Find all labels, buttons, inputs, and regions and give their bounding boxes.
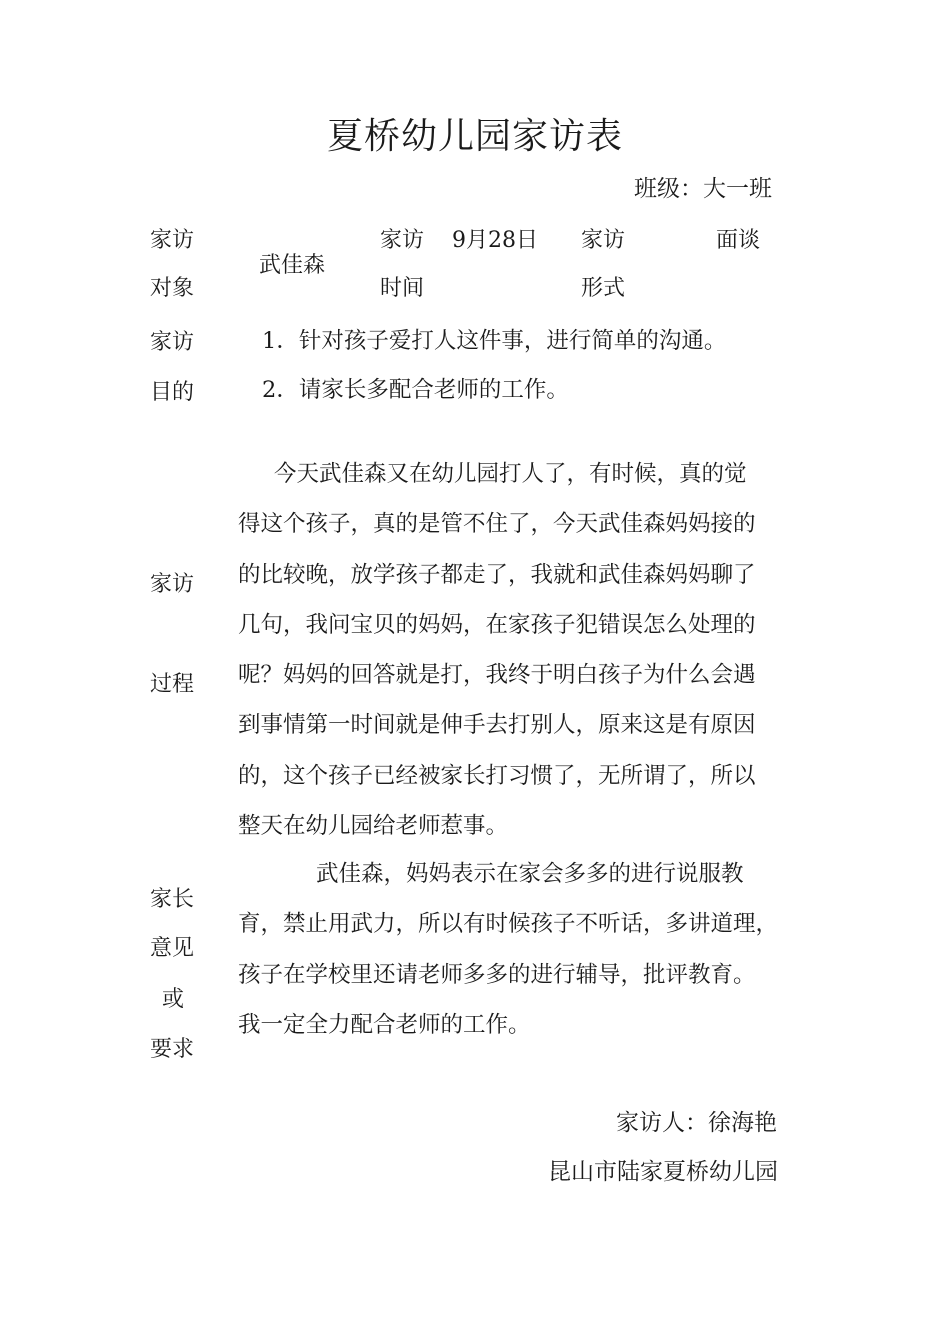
process-text [238, 449, 828, 851]
visitor: 家访人：徐海艳 [616, 1110, 777, 1136]
visit-form-label-line1: 家访 [581, 228, 626, 253]
visit-target-label-line1: 家访 [150, 228, 195, 253]
process-line: 呢？妈妈的回答就是打，我终于明白孩子为什么会遇 [238, 662, 756, 689]
visit-time-label-line1: 家访 [380, 228, 425, 253]
opinion-text [238, 849, 828, 1050]
visit-form-value: 面谈 [716, 228, 761, 253]
opinion-label-line1: 家长 [150, 887, 195, 912]
opinion-line: 孩子在学校里还请老师多多的进行辅导，批评教育。 [238, 961, 756, 988]
opinion-label-line4: 要求 [150, 1037, 195, 1062]
process-line: 今天武佳森又在幼儿园打人了，有时候，真的觉 [274, 461, 747, 487]
opinion-label-line3: 或 [162, 987, 185, 1012]
process-line: 得这个孩子，真的是管不住了，今天武佳森妈妈接的 [238, 511, 756, 538]
process-line: 的，这个孩子已经被家长打习惯了，无所谓了，所以 [238, 762, 756, 789]
process-line: 到事情第一时间就是伸手去打别人，原来这是有原因 [238, 712, 756, 739]
opinion-line: 我一定全力配合老师的工作。 [238, 1011, 531, 1038]
class-info: 班级：大一班 [634, 176, 772, 202]
purpose-item-2: 2．请家长多配合老师的工作。 [262, 377, 569, 403]
visit-target-label-line2: 对象 [150, 276, 195, 301]
visit-time-value: 9月28日 [452, 228, 538, 253]
page-title: 夏桥幼儿园家访表 [326, 116, 623, 157]
opinion-line: 育，禁止用武力，所以有时候孩子不听话，多讲道理， [238, 911, 779, 938]
visit-target-name: 武佳森 [259, 253, 326, 278]
purpose-label-line1: 家访 [150, 330, 195, 355]
purpose-label-line2: 目的 [150, 380, 195, 405]
process-label-line1: 家访 [150, 572, 195, 597]
purpose-item-1: 1．针对孩子爱打人这件事，进行简单的沟通。 [262, 328, 727, 354]
process-line: 整天在幼儿园给老师惹事。 [238, 813, 509, 840]
visit-time-label-line2: 时间 [380, 276, 425, 301]
process-line: 的比较晚，放学孩子都走了，我就和武佳森妈妈聊了 [238, 561, 756, 588]
opinion-line: 武佳森，妈妈表示在家会多多的进行说服教 [316, 861, 744, 887]
opinion-label-line2: 意见 [150, 936, 195, 961]
process-line: 几句，我问宝贝的妈妈，在家孩子犯错误怎么处理的 [238, 611, 756, 638]
visit-form-label-line2: 形式 [581, 276, 626, 301]
school-name: 昆山市陆家夏桥幼儿园 [548, 1159, 778, 1185]
process-label-line2: 过程 [150, 672, 195, 697]
